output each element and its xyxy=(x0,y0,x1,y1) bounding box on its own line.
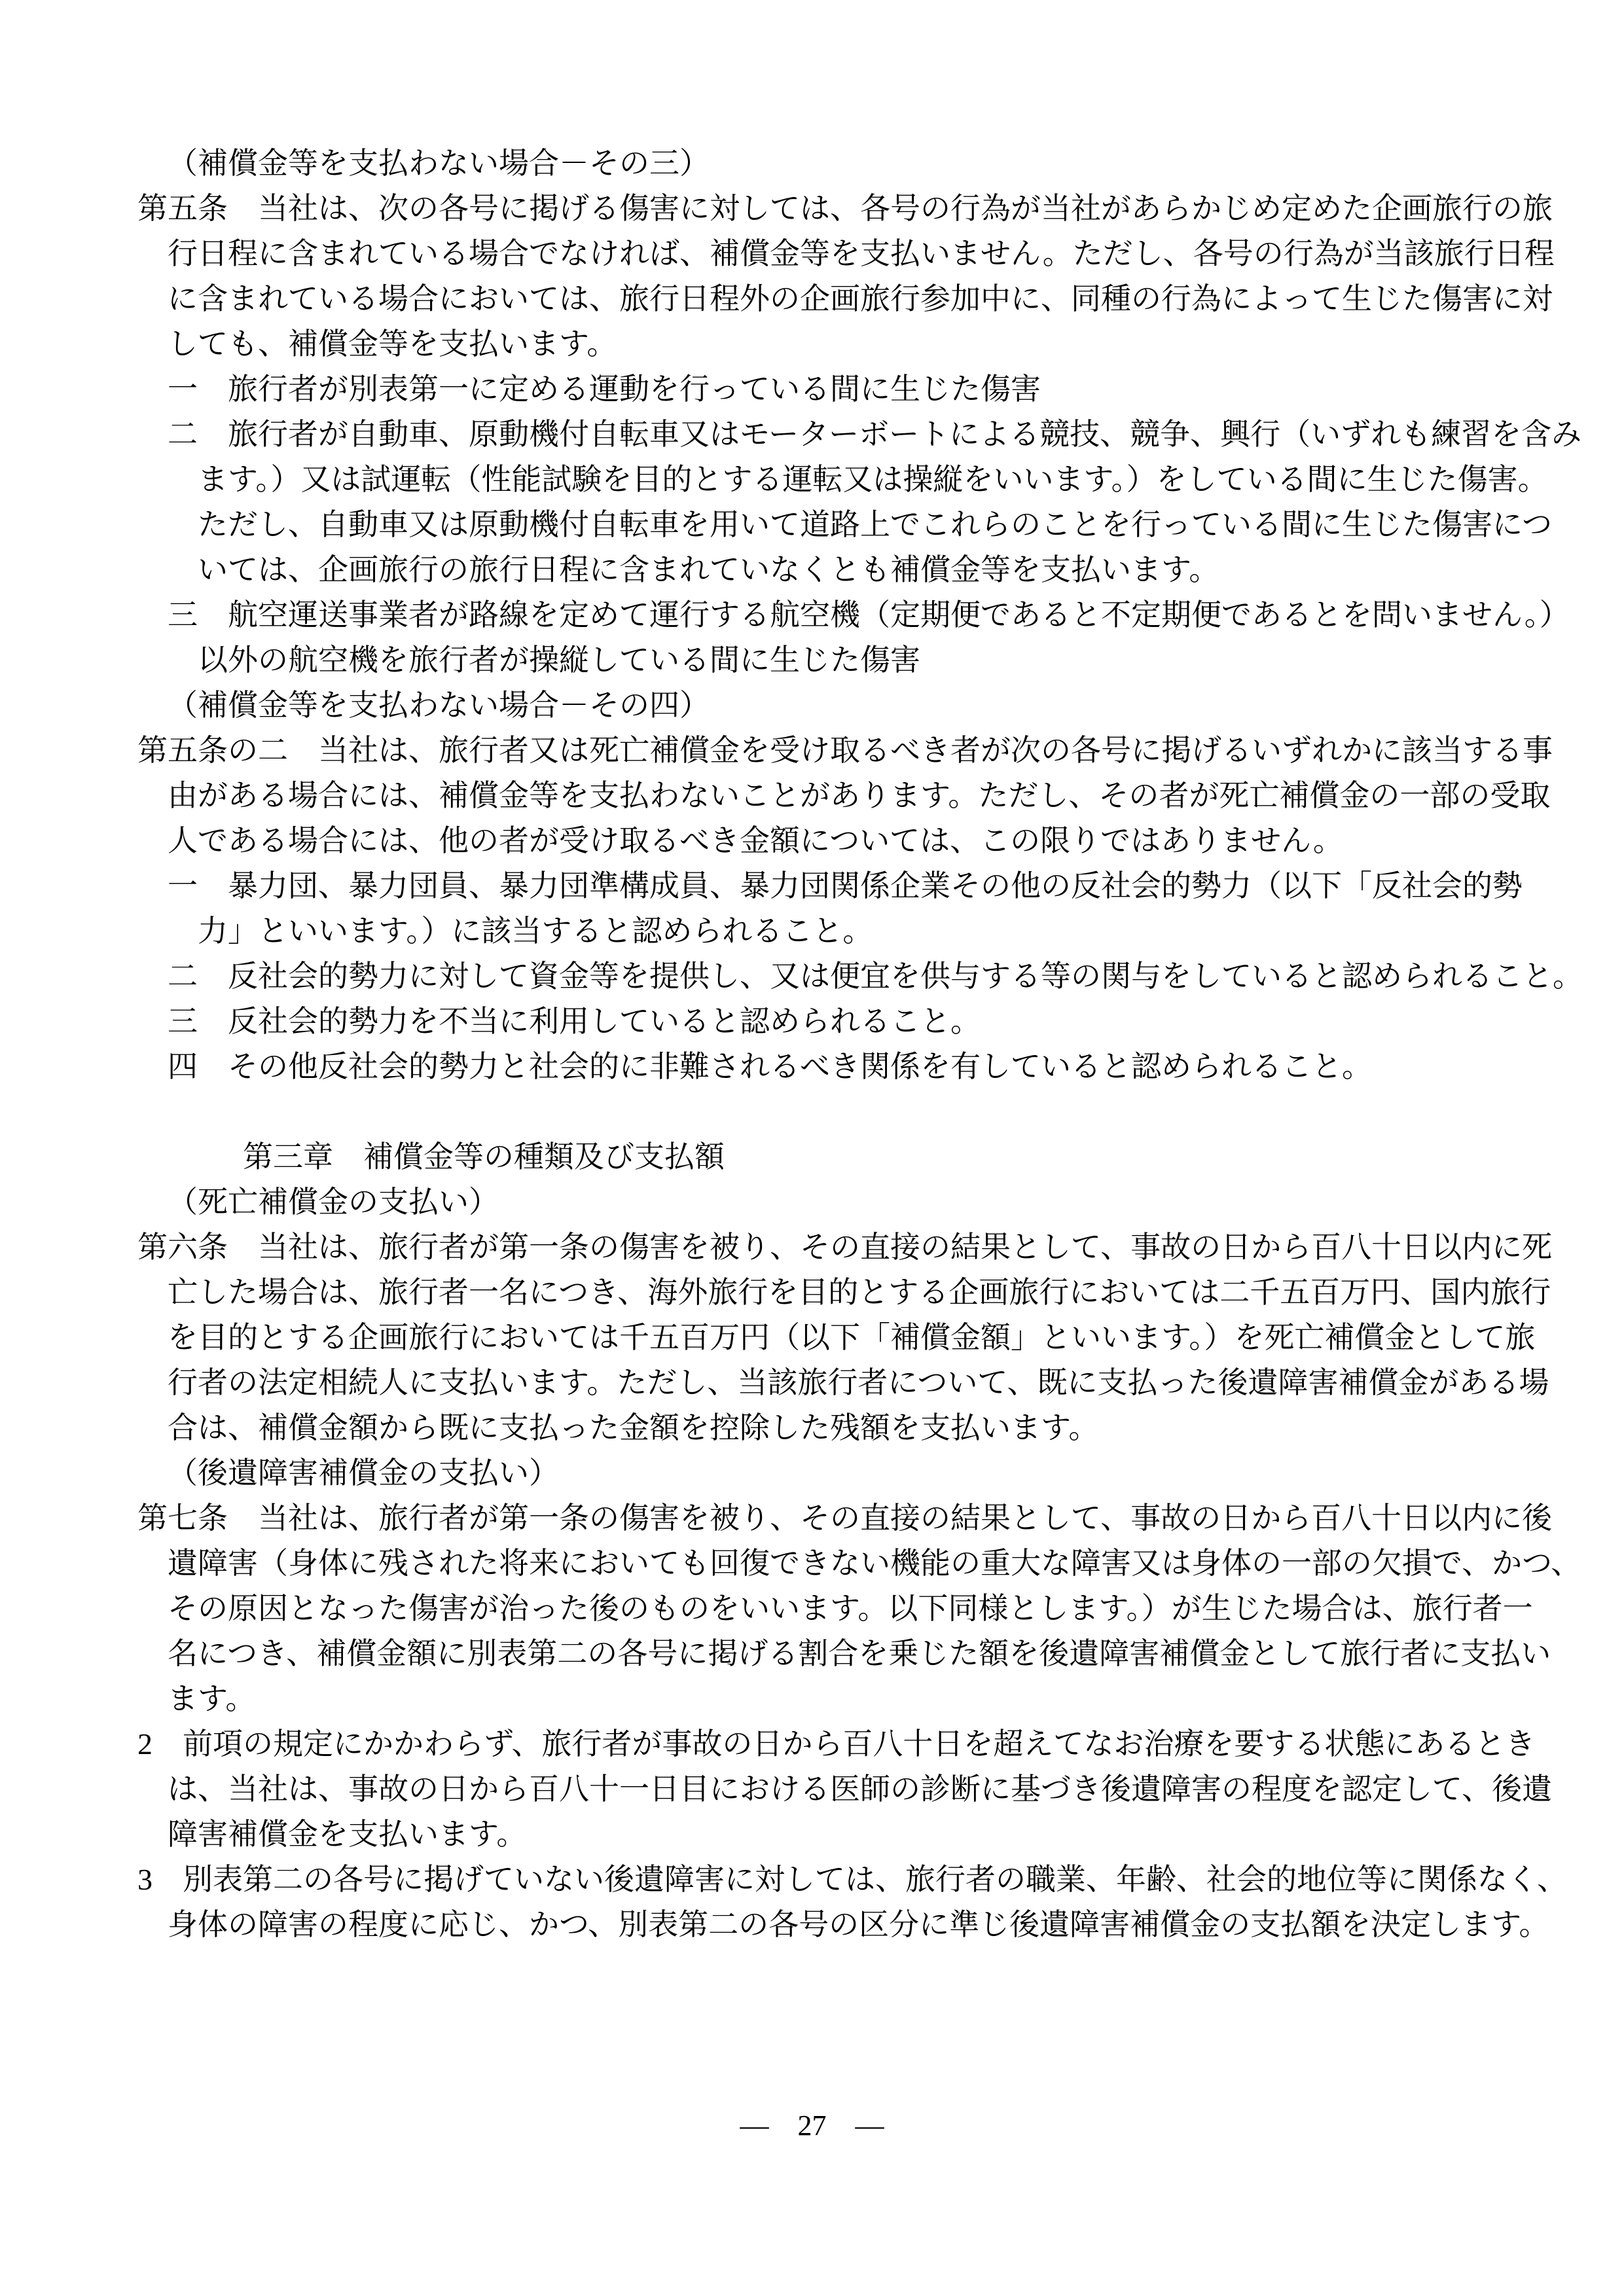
text-line: 3 別表第二の各号に掲げていない後遺障害に対しては、旅行者の職業、年齢、社会的地位等に関係なく、 xyxy=(137,1863,1568,1896)
text-line: ます。）又は試運転（性能試験を目的とする運転又は操縦をいいます。）をしている間に生じた傷害。 xyxy=(198,463,1548,496)
text-line: 由がある場合には、補償金等を支払わないことがあります。ただし、その者が死亡補償金の一部の受取 xyxy=(168,779,1551,812)
text-line: 一 暴力団、暴力団員、暴力団準構成員、暴力団関係企業その他の反社会的勢力（以下「反社会的勢 xyxy=(168,869,1523,903)
page-number: ― 27 ― xyxy=(740,2109,884,2142)
text-line: しても、補償金等を支払います。 xyxy=(168,327,617,361)
text-line: 三 反社会的勢力を不当に利用していると認められること。 xyxy=(168,1005,981,1038)
text-line: は、当社は、事故の日から百八十一日目における医師の診断に基づき後遺障害の程度を認定して、後遺 xyxy=(168,1772,1553,1806)
text-line: 以外の航空機を旅行者が操縦している間に生じた傷害 xyxy=(198,643,920,677)
text-line: 第三章 補償金等の種類及び支払額 xyxy=(243,1140,725,1174)
text-line: に含まれている場合においては、旅行日程外の企画旅行参加中に、同種の行為によって生じた傷害に対 xyxy=(168,282,1553,315)
text-line: を目的とする企画旅行においては千五百万円（以下「補償金額」といいます。）を死亡補償金として旅 xyxy=(168,1321,1536,1354)
text-line: （死亡補償金の支払い） xyxy=(168,1185,499,1219)
text-line: 力」といいます。）に該当すると認められること。 xyxy=(198,914,873,948)
text-line: 一 旅行者が別表第一に定める運動を行っている間に生じた傷害 xyxy=(168,372,1041,406)
text-line: （補償金等を支払わない場合－その四） xyxy=(168,689,710,722)
text-line xyxy=(137,1089,1568,1134)
text-line: 三 航空運送事業者が路線を定めて運行する航空機（定期便であると不定期便であるとを問いません。） xyxy=(168,598,1570,632)
text-line: 二 旅行者が自動車、原動機付自転車又はモーターボートによる競技、競争、興行（いずれも練習を含み xyxy=(168,418,1582,451)
page-footer xyxy=(0,2106,1624,2145)
text-line: ます。 xyxy=(168,1682,256,1715)
document-body xyxy=(137,141,1583,1947)
text-line: 2 前項の規定にかかわらず、旅行者が事故の日から百八十日を超えてなお治療を要する状態にあるとき xyxy=(137,1727,1536,1761)
text-line: 行者の法定相続人に支払います。ただし、当該旅行者について、既に支払った後遺障害補償金がある場 xyxy=(168,1366,1549,1399)
text-line: （後遺障害補償金の支払い） xyxy=(168,1456,559,1490)
text-line: 遺障害（身体に残された将来においても回復できない機能の重大な障害又は身体の一部の欠損で、かつ、 xyxy=(168,1547,1581,1580)
text-line: その原因となった傷害が治った後のものをいいます。以下同様とします。）が生じた場合は、旅行者一 xyxy=(168,1592,1533,1625)
text-line: 亡した場合は、旅行者一名につき、海外旅行を目的とする企画旅行においては二千五百万円、国内旅行 xyxy=(168,1276,1551,1309)
text-line: 第七条 当社は、旅行者が第一条の傷害を被り、その直接の結果として、事故の日から百八十日以内に後 xyxy=(137,1501,1553,1535)
text-line: 合は、補償金額から既に支払った金額を控除した残額を支払います。 xyxy=(168,1411,1099,1444)
text-line: 名につき、補償金額に別表第二の各号に掲げる割合を乗じた額を後遺障害補償金として旅行者に支払い xyxy=(168,1637,1551,1670)
text-line: 身体の障害の程度に応じ、かつ、別表第二の各号の区分に準じ後遺障害補償金の支払額を決定します。 xyxy=(168,1908,1549,1941)
text-line: 人である場合には、他の者が受け取るべき金額については、この限りではありません。 xyxy=(168,824,1343,857)
text-line: 四 その他反社会的勢力と社会的に非難されるべき関係を有していると認められること。 xyxy=(168,1050,1372,1083)
text-line: 行日程に含まれている場合でなければ、補償金等を支払いません。ただし、各号の行為が当該旅行日程 xyxy=(168,237,1555,270)
text-line: （補償金等を支払わない場合－その三） xyxy=(168,147,710,180)
text-line: 第五条 当社は、次の各号に掲げる傷害に対しては、各号の行為が当社があらかじめ定めた企画旅行の旅 xyxy=(137,192,1553,225)
text-line: ただし、自動車又は原動機付自転車を用いて道路上でこれらのことを行っている間に生じた傷害につ xyxy=(198,508,1553,541)
text-line: 二 反社会的勢力に対して資金等を提供し、又は便宜を供与する等の関与をしていると認められること。 xyxy=(168,960,1583,993)
text-line: いては、企画旅行の旅行日程に含まれていなくとも補償金等を支払います。 xyxy=(198,553,1219,586)
text-line: 障害補償金を支払います。 xyxy=(168,1818,527,1851)
text-line: 第六条 当社は、旅行者が第一条の傷害を被り、その直接の結果として、事故の日から百八十日以内に死 xyxy=(137,1230,1553,1264)
text-line: 第五条の二 当社は、旅行者又は死亡補償金を受け取るべき者が次の各号に掲げるいずれかに該当する事 xyxy=(137,734,1553,767)
